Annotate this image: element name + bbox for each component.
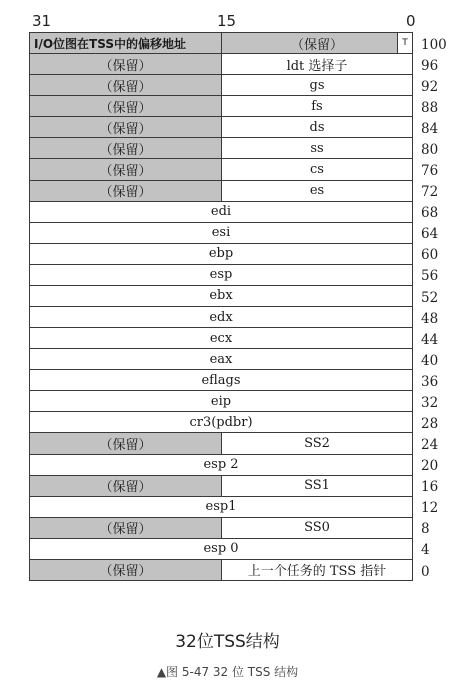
reserved-field: （保留） (30, 117, 221, 137)
tss-row (29, 286, 413, 307)
byte-offset-label: 100 (421, 36, 447, 53)
register-field: esp1 (205, 499, 237, 515)
byte-offset-label: 52 (421, 289, 439, 306)
register-field: ebp (208, 246, 234, 262)
tss-row (29, 159, 413, 180)
reserved-field: （保留） (30, 138, 221, 158)
tss-row (29, 497, 413, 518)
byte-offset-label: 88 (421, 99, 439, 116)
tss-row (29, 75, 413, 96)
register-field: ebx (209, 288, 233, 304)
tss-row (29, 138, 413, 159)
tss-row (29, 539, 413, 560)
register-field: SS1 (221, 476, 412, 496)
register-field: es (221, 181, 412, 201)
reserved-field: （保留） (30, 476, 221, 496)
register-field: edi (210, 204, 232, 220)
reserved-field: （保留） (30, 518, 221, 538)
tss-row (29, 54, 413, 75)
bit-15-label: 15 (217, 12, 237, 30)
register-field: esp 2 (203, 457, 239, 473)
tss-row (29, 518, 413, 539)
byte-offset-label: 0 (421, 563, 430, 580)
bit-0-label: 0 (406, 12, 416, 30)
tss-row (29, 33, 413, 54)
register-field: cr3(pdbr) (189, 414, 253, 430)
tss-row (29, 455, 413, 476)
register-field: esi (211, 225, 231, 241)
byte-offset-label: 56 (421, 268, 439, 285)
tss-row (29, 349, 413, 370)
tss-row (29, 265, 413, 286)
tss-row (29, 391, 413, 412)
register-field: SS2 (221, 433, 412, 453)
tss-row (29, 370, 413, 391)
byte-offset-label: 92 (421, 78, 439, 95)
reserved-field: （保留） (221, 33, 412, 53)
byte-offset-label: 64 (421, 226, 439, 243)
byte-offset-label: 20 (421, 458, 439, 475)
register-field: esp 0 (203, 541, 239, 557)
reserved-field: （保留） (30, 181, 221, 201)
register-field: eip (210, 393, 232, 409)
reserved-field: （保留） (30, 96, 221, 116)
byte-offset-label: 60 (421, 247, 439, 264)
byte-offset-label: 40 (421, 352, 439, 369)
register-field: fs (221, 96, 412, 116)
tss-row (29, 202, 413, 223)
register-field: gs (221, 75, 412, 95)
reserved-field: （保留） (30, 54, 221, 74)
trap-flag-bit: T (397, 33, 412, 53)
tss-row (29, 476, 413, 497)
reserved-field: （保留） (30, 75, 221, 95)
register-field: 上一个任务的 TSS 指针 (221, 560, 412, 580)
register-field: cs (221, 159, 412, 179)
diagram-title: 32位TSS结构 (175, 632, 280, 652)
byte-offset-label: 24 (421, 437, 439, 454)
byte-offset-label: 96 (421, 57, 439, 74)
tss-row (29, 433, 413, 454)
reserved-field: （保留） (30, 159, 221, 179)
register-field: ds (221, 117, 412, 137)
register-field: SS0 (221, 518, 412, 538)
byte-offset-label: 48 (421, 310, 439, 327)
byte-offset-label: 80 (421, 141, 439, 158)
byte-offset-label: 72 (421, 184, 439, 201)
byte-offset-label: 76 (421, 163, 439, 180)
tss-row (29, 412, 413, 433)
byte-offset-label: 8 (421, 521, 430, 538)
io-map-base-field: I/O位图在TSS中的偏移地址 (30, 33, 221, 53)
figure-caption: ▲图 5-47 32 位 TSS 结构 (156, 665, 299, 679)
byte-offset-label: 4 (421, 542, 430, 559)
byte-offset-label: 12 (421, 500, 439, 517)
register-field: eflags (201, 372, 241, 388)
register-field: ecx (209, 330, 233, 346)
tss-row (29, 244, 413, 265)
byte-offset-label: 16 (421, 479, 439, 496)
tss-row (29, 117, 413, 138)
bit-31-label: 31 (32, 12, 52, 30)
byte-offset-label: 84 (421, 120, 439, 137)
tss-row (29, 223, 413, 244)
tss-row (29, 307, 413, 328)
register-field: edx (209, 309, 233, 325)
register-field: esp (209, 267, 233, 283)
byte-offset-label: 68 (421, 205, 439, 222)
tss-row (29, 560, 413, 581)
reserved-field: （保留） (30, 433, 221, 453)
byte-offset-label: 32 (421, 394, 439, 411)
reserved-field: （保留） (30, 560, 221, 580)
register-field: ldt 选择子 (221, 54, 412, 74)
tss-row (29, 181, 413, 202)
tss-row (29, 328, 413, 349)
register-field: ss (221, 138, 412, 158)
byte-offset-label: 28 (421, 415, 439, 432)
tss-row (29, 96, 413, 117)
byte-offset-label: 36 (421, 373, 439, 390)
tss-structure-table (29, 32, 413, 581)
byte-offset-label: 44 (421, 331, 439, 348)
register-field: eax (209, 351, 233, 367)
